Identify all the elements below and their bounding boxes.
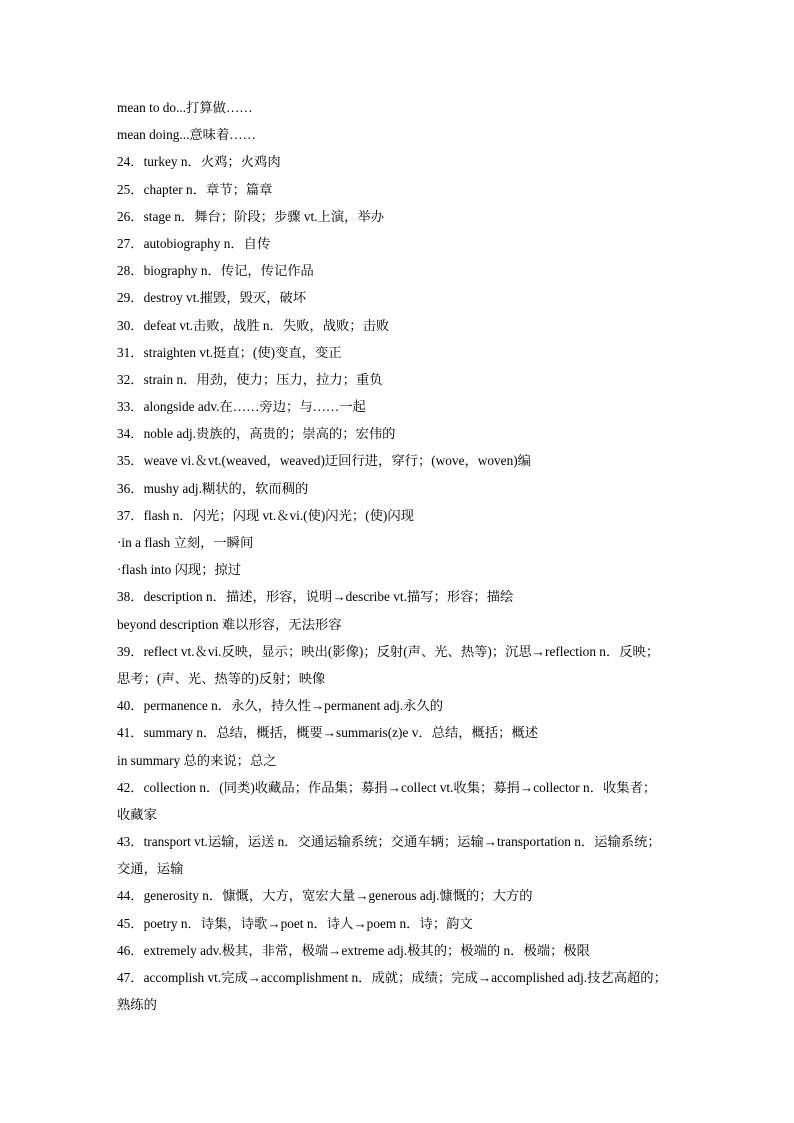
vocab-line: 26．stage n．舞台；阶段；步骤 vt.上演，举办 <box>117 208 385 224</box>
vocab-line: 42．collection n．(同类)收藏品；作品集；募捐→collect vt.收集；募捐→collector n．收集者； <box>117 779 657 795</box>
vocab-line: 25．chapter n．章节；篇章 <box>117 181 273 197</box>
phrase-line: ·flash into 闪现；掠过 <box>117 562 242 578</box>
vocabulary-list <box>117 94 682 1018</box>
vocab-line: 30．defeat vt.击败，战胜 n．失败，战败；击败 <box>117 317 390 333</box>
vocab-line: 24．turkey n．火鸡；火鸡肉 <box>117 154 281 170</box>
vocab-line: 46．extremely adv.极其，非常，极端→extreme adj.极其的；极端的 n．极端；极限 <box>117 942 590 958</box>
vocab-line: mean doing...意味着…… <box>117 127 256 143</box>
phrase-line: ·in a flash 立刻，一瞬间 <box>117 535 254 550</box>
vocab-line: 32．strain n．用劲，使力；压力，拉力；重负 <box>117 371 383 387</box>
vocab-line: 40．permanence n．永久，持久性→permanent adj.永久的 <box>117 698 444 714</box>
vocab-line-continued: 收藏家 <box>117 806 157 822</box>
vocab-line-continued: 熟练的 <box>117 997 157 1013</box>
vocab-line: 41．summary n．总结，概括，概要→summaris(z)e v．总结，概括；概述 <box>117 725 539 741</box>
vocab-line: 43．transport vt.运输，运送 n．交通运输系统；交通车辆；运输→transportation n．运输系统； <box>117 834 661 850</box>
vocab-line: 47．accomplish vt.完成→accomplishment n．成就；成绩；完成→accomplished adj.技艺高超的； <box>117 970 667 985</box>
vocab-line: 27．autobiography n．自传 <box>117 235 271 251</box>
vocab-line: 37．flash n．闪光；闪现 vt.＆vi.(使)闪光；(使)闪现 <box>117 507 414 523</box>
vocab-line: 35．weave vi.＆vt.(weaved，weaved)迂回行进，穿行；(wove，woven)编 <box>117 453 531 469</box>
vocab-line: 38．description n．描述，形容，说明→describe vt.描写；形容；描绘 <box>117 589 514 605</box>
vocab-line: 34．noble adj.贵族的，高贵的；崇高的；宏伟的 <box>117 426 396 442</box>
vocab-line: 44．generosity n．慷慨，大方，宽宏大量→generous adj.慷慨的；大方的 <box>117 888 533 904</box>
phrase-line: beyond description 难以形容，无法形容 <box>117 616 342 632</box>
vocab-line: 29．destroy vt.摧毁，毁灭，破坏 <box>117 290 307 306</box>
vocab-line: 36．mushy adj.糊状的，软而稠的 <box>117 480 309 496</box>
phrase-line: in summary 总的来说；总之 <box>117 752 277 768</box>
vocab-line: 28．biography n．传记，传记作品 <box>117 263 314 279</box>
vocab-line: 31．straighten vt.挺直；(使)变直，变正 <box>117 344 342 360</box>
vocab-line: 33．alongside adv.在……旁边；与……一起 <box>117 399 366 415</box>
vocab-line-continued: 交通，运输 <box>117 861 184 877</box>
vocab-line: 45．poetry n．诗集，诗歌→poet n．诗人→poem n．诗；韵文 <box>117 915 473 931</box>
vocab-line: 39．reflect vt.＆vi.反映，显示；映出(影像)；反射(声、光、热等)；沉思→reflection n．反映； <box>117 643 660 659</box>
vocab-line-continued: 思考；(声、光、热等的)反射；映像 <box>117 670 326 686</box>
vocab-line: mean to do...打算做…… <box>117 100 253 115</box>
